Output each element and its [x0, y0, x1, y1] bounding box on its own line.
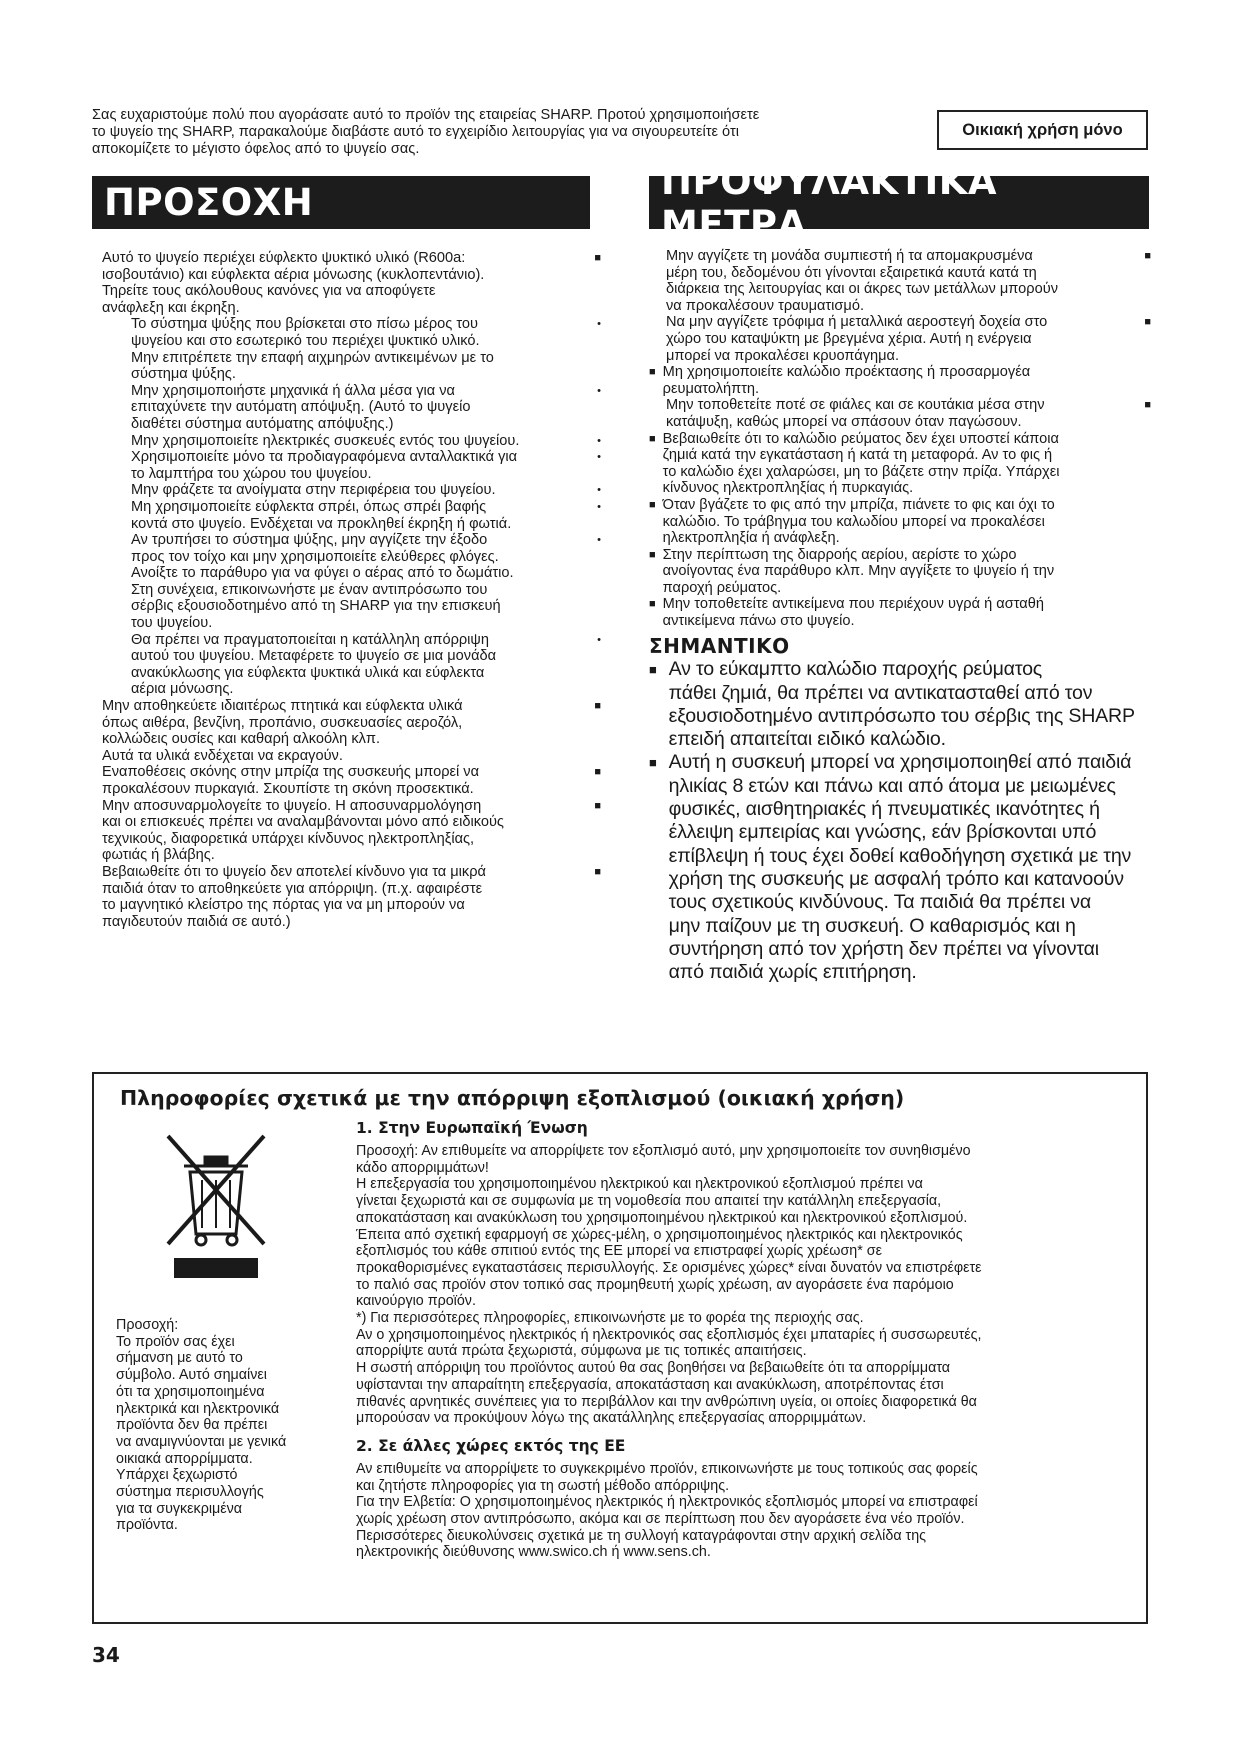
precaution-item-text: [663, 596, 1151, 629]
text-line: Στην περίπτωση της διαρροής αερίου, αερίστε το χώρο: [662, 546, 1017, 563]
text-line: μέρη του, δεδομένου ότι γίνονται εξαιρετικά καυτά κατά τη: [666, 264, 1037, 281]
intro-text: [92, 107, 922, 158]
bullet-icon: ■: [649, 598, 656, 611]
text-line: Ανοίξτε το παράθυρο για να φύγει ο αέρας από το δωμάτιο.: [131, 565, 514, 582]
text-line: το μαγνητικό κλείστρο της πόρτας για να μη μπορούν να: [102, 897, 465, 914]
caution-item-text: [131, 532, 589, 632]
text-line: Βεβαιωθείτε ότι το ψυγείο δεν αποτελεί κίνδυνο για τα μικρά: [102, 863, 486, 880]
text-line: Εναποθέσεις σκόνης στην μπρίζα της συσκευής μπορεί να: [102, 764, 480, 781]
intro-line: αποκομίζετε το μέγιστο όφελος από το ψυγείο σας.: [92, 141, 420, 157]
text-line: Περισσότερες διευκολύνσεις σχετικά με τη συλλογή καταγράφονται στην αρχική σελίδα της: [356, 1527, 927, 1544]
text-line: συντήρηση από τον χρήστη δεν πρέπει να γίνονται: [668, 937, 1099, 960]
bullet-icon: ■: [594, 252, 601, 264]
text-line: προκαθορισμένες εγκαταστάσεις περισυλλογής. Σε ορισμένες χώρες* είναι δυνατόν να επιστρέφετε: [356, 1259, 982, 1276]
text-line: Χρησιμοποιείτε μόνο τα προδιαγραφόμενα ανταλλακτικά για: [131, 449, 518, 466]
text-line: ανάφλεξη και έκρηξη.: [102, 299, 240, 316]
text-line: εξοπλισμός του κάθε σπιτιού εντός της ΕΕ μπορεί να επιστραφεί χωρίς χρέωση* σε: [356, 1243, 882, 1260]
text-line: Τηρείτε τους ακόλουθους κανόνες για να αποφύγετε: [102, 283, 436, 300]
caution-item: [102, 499, 601, 532]
text-line: και οι επισκευές πρέπει να αναλαμβάνονται μόνο από ειδικούς: [102, 814, 504, 831]
text-line: Όταν βγάζετε το φις από την μπρίζα, πιάνετε το φις και όχι το: [662, 496, 1055, 513]
text-line: τεχνικούς, διαφορετικά υπάρχει κίνδυνος ηλεκτροπληξίας,: [102, 830, 475, 847]
section1-title: 1. Στην Ευρωπαϊκή Ένωση: [356, 1119, 588, 1137]
text-line: να προκαλέσουν τραυματισμό.: [666, 297, 865, 314]
text-line: Η επεξεργασία του χρησιμοποιημένου ηλεκτρικού και ηλεκτρονικού εξοπλισμού πρέπει να: [356, 1176, 923, 1193]
caution-item-text: [131, 499, 589, 532]
text-line: Το προϊόν σας έχει: [116, 1333, 235, 1350]
text-line: φωτιάς ή βλάβης.: [102, 847, 215, 864]
text-line: Θα πρέπει να πραγματοποιείται η κατάλληλη απόρριψη: [131, 631, 489, 648]
important-item-text: [669, 751, 1151, 984]
important-item-text: [669, 658, 1151, 751]
text-line: σύμβολο. Αυτό σημαίνει: [116, 1367, 267, 1384]
text-line: Να μην αγγίζετε τρόφιμα ή μεταλλικά αεροστεγή δοχεία στο: [666, 314, 1048, 331]
text-line: και ζητήστε πληροφορίες για τη σωστή μέθοδο απόρριψης.: [356, 1477, 730, 1494]
text-line: Μην φράζετε τα ανοίγματα στην περιφέρεια του ψυγείου.: [131, 482, 496, 499]
precaution-item: [649, 248, 1151, 314]
precaution-item-text: [666, 314, 1136, 364]
text-line: ηλικίας 8 ετών και πάνω και από άτομα με μειωμένες: [668, 774, 1116, 797]
text-line: ηλεκτρονικής διεύθυνσης www.swico.ch ή www.sens.ch.: [356, 1544, 711, 1561]
text-line: διαθέτει σύστημα αυτόματης απόψυξης.): [131, 415, 394, 432]
caution-item-text: [131, 433, 589, 450]
text-line: από παιδιά χωρίς επιτήρηση.: [668, 961, 917, 984]
text-line: Μην επιτρέπετε την επαφή αιχμηρών αντικειμένων με το: [131, 349, 494, 366]
text-line: επειδή απαιτείται ειδικό καλώδιο.: [668, 728, 946, 751]
precaution-item: [649, 397, 1151, 430]
bullet-icon: ■: [594, 766, 601, 779]
precaution-item: [649, 431, 1151, 497]
caution-item-text: [131, 316, 589, 382]
text-line: Μη χρησιμοποιείτε καλώδιο προέκτασης ή προσαρμογέα: [662, 364, 1031, 381]
caution-item-text: [131, 482, 589, 499]
bullet-icon: •: [597, 484, 601, 497]
text-line: του ψυγείου.: [131, 615, 213, 632]
bullet-icon: ■: [649, 498, 656, 511]
section2-body: [356, 1461, 1136, 1561]
text-line: Για την Ελβετία: Ο χρησιμοποιημένος ηλεκτρικός ή ηλεκτρονικός εξοπλισμός μπορεί να επιστραφεί: [356, 1494, 978, 1511]
precaution-item: [649, 497, 1151, 547]
bullet-icon: ■: [594, 865, 601, 878]
text-line: ηλεκτρικά και ηλεκτρονικά: [116, 1400, 280, 1417]
text-line: ότι τα χρησιμοποιημένα: [116, 1383, 265, 1400]
precaution-item: [649, 596, 1151, 629]
text-line: *) Για περισσότερες πληροφορίες, επικοινωνήστε με το φορέα της περιοχής σας.: [356, 1310, 864, 1327]
text-line: να αναμιγνύονται με γενικά: [116, 1433, 287, 1450]
text-line: κοντά στο ψυγείο. Ενδέχεται να προκληθεί έκρηξη ή φωτιά.: [131, 515, 512, 532]
text-line: εξουσιοδοτημένο αντιπρόσωπο του σέρβις της SHARP: [668, 704, 1135, 727]
bullet-icon: •: [597, 534, 601, 547]
text-line: Μην αποσυναρμολογείτε το ψυγείο. Η αποσυναρμολόγηση: [102, 797, 482, 814]
text-line: Βεβαιωθείτε ότι το καλώδιο ρεύματος δεν έχει υποστεί κάποια: [662, 430, 1059, 447]
text-line: φυσικές, αισθητηριακές ή πνευματικές ικανότητες ή: [668, 798, 1100, 821]
text-line: παιδιά όταν το αποθηκεύετε για απόρριψη. (π.χ. αφαιρέστε: [102, 880, 483, 897]
text-line: προκαλέσουν πυρκαγιά. Σκουπίστε τη σκόνη προσεκτικά.: [102, 781, 474, 797]
text-line: ρευματολήπτη.: [662, 380, 760, 397]
text-line: αποκατάσταση και ανακύκλωση του χρησιμοποιημένου ηλεκτρικού και ηλεκτρονικού εξοπλισμού.: [356, 1209, 968, 1226]
text-line: το λαμπτήρα του χώρου του ψυγείου.: [131, 465, 372, 482]
text-line: παγιδευτούν παιδιά σε αυτό.): [102, 913, 291, 930]
text-line: το παλιό σας προϊόν στον τοπικό σας προμηθευτή χωρίς χρέωση, αν αγοράσετε ένα παρόμοιο: [356, 1276, 954, 1293]
text-line: Αυτό το ψυγείο περιέχει εύφλεκτο ψυκτικό υλικό (R600a:: [102, 250, 466, 266]
text-line: Έπειτα από σχετική εφαρμογή σε χώρες-μέλη, ο χρησιμοποιημένος ηλεκτρικός και ηλεκτρονικός: [356, 1226, 963, 1243]
text-line: προς τον τοίχο και μην χρησιμοποιείτε ελεύθερες φλόγες.: [131, 548, 499, 565]
caution-item: [102, 482, 601, 499]
text-line: πιθανές αρνητικές συνέπειες για το περιβάλλον και την ανθρώπινη υγεία, οι οποίες διαφορετικά θα: [356, 1393, 977, 1410]
text-line: σήμανση με αυτό το: [116, 1350, 243, 1367]
text-line: έλλειψη εμπειρίας και γνώσης, εάν βρίσκονται υπό: [668, 821, 1097, 844]
text-line: χώρο του καταψύκτη με βρεγμένα χέρια. Αυτή η ενέργεια: [666, 330, 1032, 347]
text-line: για τα συγκεκριμένα: [116, 1500, 243, 1517]
disposal-title: Πληροφορίες σχετικά με την απόρριψη εξοπλισμού (οικιακή χρήση): [120, 1086, 905, 1110]
precaution-item-text: [666, 397, 1136, 430]
precaution-item: [649, 547, 1151, 597]
text-line: Μην τοποθετείτε ποτέ σε φιάλες και σε κουτάκια μέσα στην: [666, 397, 1045, 414]
caution-item-text: [102, 798, 586, 864]
caution-item-text: [102, 764, 586, 797]
text-line: Μην χρησιμοποιήστε μηχανικά ή άλλα μέσα για να: [131, 382, 455, 399]
precautions-list: [649, 248, 1151, 984]
precaution-item-text: [663, 431, 1151, 497]
caution-item-text: [102, 698, 586, 764]
text-line: επίβλεψη ή τους έχει δοθεί καθοδήγηση σχετικά με την: [668, 844, 1132, 867]
text-line: γίνεται ξεχωριστά και σε συμφωνία με τη νομοθεσία που απαιτεί την κατάλληλη επεξεργασία,: [356, 1193, 942, 1210]
text-line: διάρκεια της λειτουργίας και οι άκρες των μετάλλων μπορούν: [666, 281, 1058, 298]
text-line: Αν επιθυμείτε να απορρίψετε το συγκεκριμένο προϊόν, επικοινωνήστε με τους τοπικούς σας φορείς: [356, 1460, 978, 1477]
caution-item-text: [131, 632, 589, 698]
bullet-icon: •: [597, 500, 601, 513]
disposal-sections: [356, 1119, 1136, 1561]
disposal-side-note: [116, 1317, 336, 1534]
bullet-icon: •: [597, 451, 601, 464]
bullet-icon: ■: [649, 432, 656, 445]
caution-item: [102, 632, 601, 698]
text-line: Το σύστημα ψύξης που βρίσκεται στο πίσω μέρος του: [131, 316, 479, 333]
text-line: Αυτή η συσκευή μπορεί να χρησιμοποιηθεί από παιδιά: [668, 751, 1132, 774]
precaution-item-text: [663, 547, 1151, 597]
text-line: υφίστανται την απαραίτητη επεξεργασία, αποκατάσταση και ανακύκλωση, αποτρέποντας έτσι: [356, 1376, 944, 1393]
text-line: Προσοχή: Αν επιθυμείτε να απορρίψετε τον εξοπλισμό αυτό, μην χρησιμοποιείτε τον συνηθισμένο: [356, 1143, 971, 1159]
bullet-icon: ■: [1144, 316, 1151, 329]
crossed-out-wheelie-bin-icon: [166, 1130, 266, 1280]
bullet-icon: ■: [1144, 399, 1151, 412]
text-line: κολλώδεις ουσίες και καθαρή αλκοόλη κλπ.: [102, 731, 381, 748]
caution-item: [102, 250, 601, 316]
text-line: προϊόντα δεν θα πρέπει: [116, 1417, 268, 1434]
text-line: ανοίγοντας ένα παράθυρο κλπ. Μην αγγίξετε το ψυγείο ή την: [662, 563, 1055, 580]
bullet-icon: •: [597, 384, 601, 397]
bullet-icon: ■: [649, 662, 657, 678]
text-line: κάδο απορριμμάτων!: [356, 1159, 489, 1176]
text-line: επιταχύνετε την αυτόματη απόψυξη. (Αυτό το ψυγείο: [131, 399, 471, 416]
caution-list: [102, 250, 601, 930]
text-line: αντικείμενα πάνω στο ψυγείο.: [662, 613, 855, 630]
text-line: τους σχετικούς κινδύνους. Τα παιδιά θα πρέπει να: [668, 891, 1092, 914]
text-line: Στη συνέχεια, επικοινωνήστε με έναν αντιπρόσωπο του: [131, 581, 488, 598]
caution-item-text: [131, 383, 589, 433]
page-number: 34: [92, 1643, 120, 1667]
precaution-item-text: [663, 364, 1151, 397]
text-line: χρήση της συσκευής με ασφαλή τρόπο και κατανοούν: [668, 867, 1124, 890]
text-line: αυτού του ψυγείου. Μεταφέρετε το ψυγείο σε μια μονάδα: [131, 648, 497, 665]
precaution-item-text: [666, 248, 1136, 314]
text-line: αέρια μόνωσης.: [131, 681, 234, 698]
text-line: κίνδυνος ηλεκτροπληξίας ή πυρκαγιάς.: [662, 480, 914, 497]
text-line: Μην αποθηκεύετε ιδιαιτέρως πτητικά και εύφλεκτα υλικά: [102, 698, 463, 715]
text-line: καινούργιο προϊόν.: [356, 1293, 476, 1310]
text-line: το καλώδιο έχει χαλαρώσει, μη το βάζετε στην πρίζα. Υπάρχει: [662, 463, 1060, 480]
bullet-icon: ■: [1144, 250, 1151, 262]
text-line: απορρίψτε αυτά πρώτα ξεχωριστά, σύμφωνα με τις τοπικές απαιτήσεις.: [356, 1343, 807, 1360]
text-line: ηλεκτροπληξία ή ανάφλεξη.: [662, 530, 840, 547]
caution-item: [102, 698, 601, 764]
home-use-badge: Οικιακή χρήση μόνο: [937, 110, 1148, 150]
caution-item: [102, 764, 601, 797]
caution-item: [102, 532, 601, 632]
text-line: όπως αιθέρα, βενζίνη, προπάνιο, συσκευασίες αεροζόλ,: [102, 714, 463, 731]
important-title: ΣΗΜΑΝΤΙΚΟ: [649, 633, 790, 658]
text-line: ισοβουτάνιο) και εύφλεκτα αέρια μόνωσης (κυκλοπεντάνιο).: [102, 266, 485, 283]
bullet-icon: ■: [594, 700, 601, 713]
caution-item-text: [102, 250, 586, 316]
text-line: ανακύκλωσης για εύφλεκτα ψυκτικά υλικά και εύφλεκτα: [131, 664, 485, 681]
text-line: προϊόντα.: [116, 1517, 178, 1534]
text-line: ζημιά κατά την εγκατάσταση ή κατά τη μεταφορά. Αν το φις ή: [662, 447, 1053, 464]
text-line: σέρβις εξουσιοδοτημένο από τη SHARP για την επισκευή: [131, 598, 501, 615]
text-line: Αν ο χρησιμοποιημένος ηλεκτρικός ή ηλεκτρονικός σας εξοπλισμός έχει μπαταρίες ή συσσωρευτές,: [356, 1326, 982, 1343]
intro-line: Σας ευχαριστούμε πολύ που αγοράσατε αυτό το προϊόν της εταιρείας SHARP. Προτού χρησιμοποιήσετε: [92, 107, 760, 123]
bullet-icon: •: [597, 318, 601, 331]
text-line: Μην αγγίζετε τη μονάδα συμπιεστή ή τα απομακρυσμένα: [666, 248, 1033, 264]
text-line: χωρίς χρέωση στον αντιπρόσωπο, ακόμα και σε περίπτωση που δεν αγοράσετε ένα νέο προϊόν.: [356, 1511, 965, 1528]
text-line: παροχή ρεύματος.: [662, 579, 782, 596]
caution-item-text: [131, 449, 589, 482]
caution-item: [102, 449, 601, 482]
text-line: καλώδιο. Το τράβηγμα του καλωδίου μπορεί να προκαλέσει: [662, 513, 1045, 530]
bullet-icon: •: [597, 434, 601, 447]
bullet-icon: ■: [594, 799, 601, 812]
text-line: Αν τρυπήσει το σύστημα ψύξης, μην αγγίζετε την έξοδο: [131, 532, 488, 549]
caution-item-text: [102, 864, 586, 930]
text-line: Αυτά τα υλικά ενδέχεται να εκραγούν.: [102, 747, 343, 764]
text-line: Μην τοποθετείτε αντικείμενα που περιέχουν υγρά ή ασταθή: [662, 596, 1044, 613]
precaution-item-text: [663, 497, 1151, 547]
section2-title: 2. Σε άλλες χώρες εκτός της ΕΕ: [356, 1436, 626, 1455]
precautions-banner: ΠΡΟΦΥΛΑΚΤΙΚΑ ΜΕΤΡΑ: [649, 176, 1149, 229]
text-line: Υπάρχει ξεχωριστό: [116, 1467, 238, 1484]
text-line: κατάψυξη, καθώς μπορεί να σπάσουν όταν παγώσουν.: [666, 413, 1022, 430]
bullet-icon: •: [597, 633, 601, 646]
text-line: μπορεί να προκαλέσει κρυοπάγημα.: [666, 347, 900, 364]
text-line: ψυγείου και στο εσωτερικό του περιέχει ψυκτικό υλικό.: [131, 332, 480, 349]
text-line: Μην χρησιμοποιείτε ηλεκτρικές συσκευές εντός του ψυγείου.: [131, 432, 520, 449]
important-item: [649, 751, 1151, 984]
text-line: Αν το εύκαμπτο καλώδιο παροχής ρεύματος: [668, 658, 1043, 681]
precaution-item: [649, 364, 1151, 397]
precaution-item: [649, 314, 1151, 364]
bullet-icon: ■: [649, 366, 656, 379]
caution-item: [102, 316, 601, 382]
text-line: μην παίζουν με τη συσκευή. Ο καθαρισμός και η: [668, 914, 1076, 937]
caution-item: [102, 383, 601, 433]
caution-item: [102, 433, 601, 450]
bullet-icon: ■: [649, 548, 656, 561]
text-line: οικιακά απορρίμματα.: [116, 1450, 253, 1467]
intro-line: το ψυγείο της SHARP, παρακαλούμε διαβάστε αυτό το εγχειρίδιο λειτουργίας για να σιγουρευτείτε ότι: [92, 124, 739, 140]
text-line: Μη χρησιμοποιείτε εύφλεκτα σπρέι, όπως σπρέι βαφής: [131, 498, 487, 515]
bullet-icon: ■: [649, 755, 657, 771]
text-line: Η σωστή απόρριψη του προϊόντος αυτού θα σας βοηθήσει να βεβαιωθείτε ότι τα απορρίμματα: [356, 1360, 951, 1377]
text-line: σύστημα περισυλλογής: [116, 1484, 264, 1501]
important-item: [649, 658, 1151, 751]
caution-item: [102, 864, 601, 930]
text-line: μπορούσαν να προκύψουν λόγω της ακατάλληλης επεξεργασίας απορριμμάτων.: [356, 1410, 867, 1427]
text-line: σύστημα ψύξης.: [131, 366, 236, 383]
text-line: πάθει ζημιά, θα πρέπει να αντικατασταθεί από τον: [668, 681, 1093, 704]
section1-body: [356, 1143, 1136, 1427]
text-line: Προσοχή:: [116, 1317, 179, 1333]
caution-banner: ΠΡΟΣΟΧΗ: [92, 176, 590, 229]
caution-item: [102, 798, 601, 864]
